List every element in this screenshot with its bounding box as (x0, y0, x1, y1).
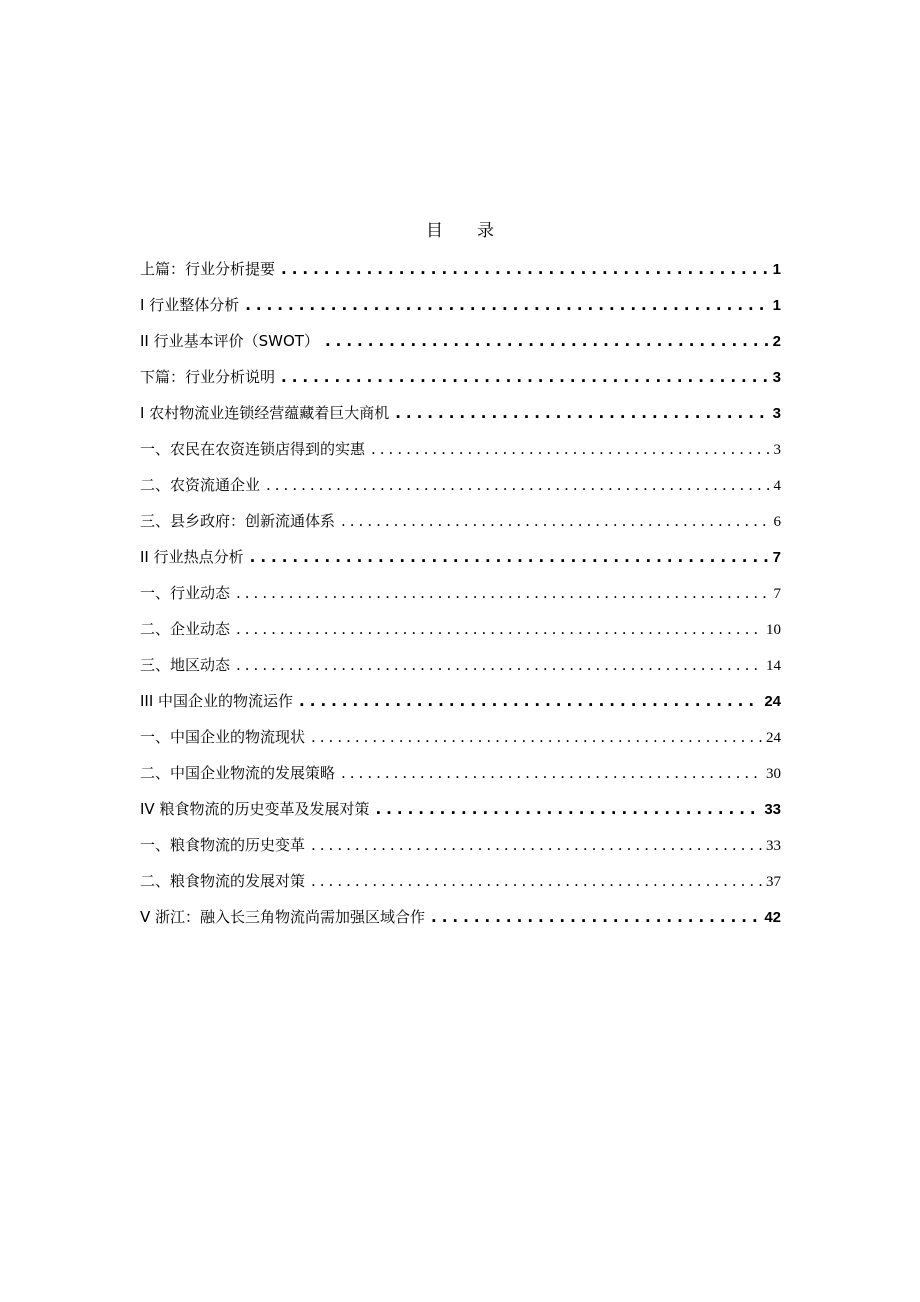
toc-entry[interactable] (140, 326, 781, 362)
toc-entry[interactable] (140, 686, 781, 722)
toc-entry[interactable] (140, 578, 781, 614)
toc-entry-label: III 中国企业的物流运作 (140, 692, 294, 710)
toc-entry[interactable] (140, 470, 781, 506)
toc-dot-leader (325, 326, 769, 356)
toc-entry[interactable] (140, 542, 781, 578)
toc-dot-leader (299, 686, 760, 716)
toc-entry-label: II 行业基本评价（SWOT） (140, 332, 319, 350)
toc-entry-page: 33 (766, 838, 781, 854)
toc-entry[interactable] (140, 398, 781, 434)
toc-entry-page: 6 (773, 514, 781, 530)
toc-entry-page: 37 (766, 874, 781, 890)
toc-entry-page: 1 (772, 297, 781, 314)
toc-entry-page: 24 (766, 730, 781, 746)
toc-entry-label: V 浙江：融入长三角物流尚需加强区域合作 (140, 908, 426, 926)
toc-entry[interactable] (140, 830, 781, 866)
toc-dot-leader (236, 650, 762, 680)
toc-entry-label: 三、地区动态 (140, 656, 231, 674)
toc-dot-leader (266, 470, 769, 500)
toc-dot-leader (281, 254, 769, 284)
toc-entry-page: 2 (772, 333, 781, 350)
toc-dot-leader (311, 722, 762, 752)
toc-entry-label: 三、县乡政府：创新流通体系 (140, 512, 336, 530)
toc-entry-page: 33 (764, 801, 781, 818)
toc-dot-leader (236, 578, 769, 608)
toc-entry-page: 42 (764, 909, 781, 926)
toc-dot-leader (245, 290, 768, 320)
toc-entry-page: 14 (766, 658, 781, 674)
table-of-contents (140, 254, 781, 938)
toc-dot-leader (395, 398, 768, 428)
toc-entry-page: 30 (766, 766, 781, 782)
toc-entry-label: 二、粮食物流的发展对策 (140, 872, 306, 890)
toc-entry-label: II 行业热点分析 (140, 548, 244, 566)
toc-entry-page: 7 (772, 549, 781, 566)
toc-entry-page: 24 (764, 693, 781, 710)
toc-dot-leader (431, 902, 760, 932)
toc-entry-page: 1 (772, 261, 781, 278)
toc-entry-page: 10 (766, 622, 781, 638)
toc-entry-label: 一、粮食物流的历史变革 (140, 836, 306, 854)
toc-entry-label: I 农村物流业连锁经营蕴藏着巨大商机 (140, 404, 390, 422)
toc-entry-label: 上篇：行业分析提要 (140, 260, 276, 278)
toc-entry-label: 一、农民在农资连锁店得到的实惠 (140, 440, 366, 458)
toc-entry-label: I 行业整体分析 (140, 296, 240, 314)
toc-entry-page: 3 (772, 369, 781, 386)
toc-entry[interactable] (140, 650, 781, 686)
toc-entry-page: 4 (773, 478, 781, 494)
toc-entry[interactable] (140, 290, 781, 326)
toc-entry-label: 二、农资流通企业 (140, 476, 261, 494)
toc-dot-leader (341, 758, 762, 788)
toc-entry-label: 一、行业动态 (140, 584, 231, 602)
toc-dot-leader (311, 866, 762, 896)
toc-entry-label: 二、中国企业物流的发展策略 (140, 764, 336, 782)
toc-entry[interactable] (140, 722, 781, 758)
toc-dot-leader (250, 542, 769, 572)
toc-entry-label: IV 粮食物流的历史变革及发展对策 (140, 800, 370, 818)
toc-entry[interactable] (140, 902, 781, 938)
toc-entry[interactable] (140, 362, 781, 398)
toc-dot-leader (375, 794, 760, 824)
toc-entry[interactable] (140, 866, 781, 902)
toc-dot-leader (341, 506, 769, 536)
toc-entry-label: 一、中国企业的物流现状 (140, 728, 306, 746)
toc-dot-leader (311, 830, 762, 860)
toc-entry[interactable] (140, 794, 781, 830)
toc-entry-page: 3 (772, 405, 781, 422)
toc-entry-page: 3 (773, 442, 781, 458)
toc-entry-label: 二、企业动态 (140, 620, 231, 638)
toc-dot-leader (371, 434, 769, 464)
toc-title: 目 录 (426, 221, 494, 241)
toc-entry[interactable] (140, 614, 781, 650)
toc-entry[interactable] (140, 254, 781, 290)
toc-entry-page: 7 (773, 586, 781, 602)
toc-entry[interactable] (140, 506, 781, 542)
toc-dot-leader (236, 614, 762, 644)
toc-dot-leader (281, 362, 769, 392)
toc-entry-label: 下篇：行业分析说明 (140, 368, 276, 386)
toc-entry[interactable] (140, 434, 781, 470)
toc-entry[interactable] (140, 758, 781, 794)
